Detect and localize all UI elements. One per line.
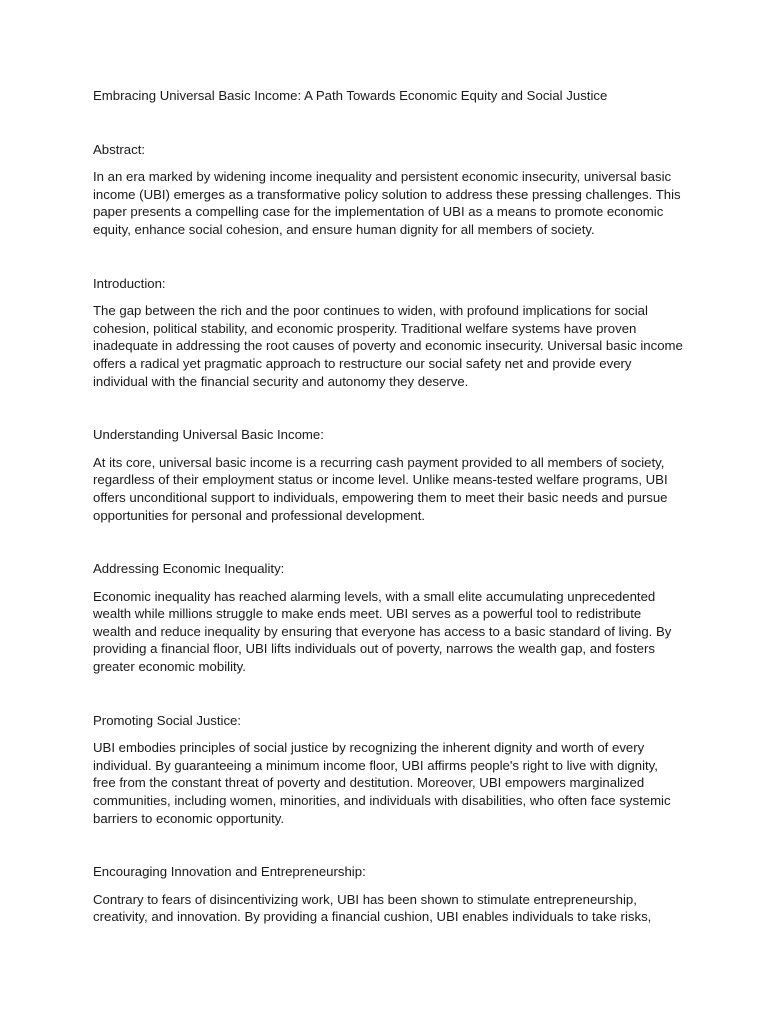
section-heading: Introduction: [93, 275, 166, 291]
section-understanding-ubi [93, 426, 683, 524]
section-abstract [93, 141, 683, 239]
section-paragraph: Contrary to fears of disincentivizing work, UBI has been shown to stimulate entrepreneurship, creativity, and innovation. By providing a financial cushion, UBI enables individuals to take risks, [93, 891, 652, 925]
section-heading: Abstract: [93, 141, 146, 157]
section-paragraph: Economic inequality has reached alarming levels, with a small elite accumulating unprecedented wealth while millions struggle to make ends meet. UBI serves as a powerful tool to redistribute wealth and reduce inequality by ensuring that everyone has access to a basic standard of living. By providing a financial floor, UBI lifts individuals out of poverty, narrows the wealth gap, and fosters greater economic mobility. [93, 588, 672, 675]
section-heading: Promoting Social Justice: [93, 712, 242, 728]
section-economic-inequality [93, 560, 683, 676]
section-introduction [93, 275, 683, 391]
section-paragraph: In an era marked by widening income inequality and persistent economic insecurity, universal basic income (UBI) emerges as a transformative policy solution to address these pressing challenges. This paper presents a compelling case for the implementation of UBI as a means to promote economic equity, enhance social cohesion, and ensure human dignity for all members of society. [93, 169, 681, 237]
section-paragraph: At its core, universal basic income is a recurring cash payment provided to all members of society, regardless of their employment status or income level. Unlike means-tested welfare programs, UBI offers unconditional support to individuals, empowering them to meet their basic needs and pursue opportunities for personal and professional development. [93, 454, 668, 523]
document-page [93, 87, 683, 962]
section-paragraph: UBI embodies principles of social justice by recognizing the inherent dignity and worth of every individual. By guaranteeing a minimum income floor, UBI affirms people's right to live with dignity, free from the constant threat of poverty and destitution. Moreover, UBI empowers marginalized communities, including women, minorities, and individuals with disabilities, who often face systemic barriers to economic opportunity. [93, 740, 671, 826]
section-innovation [93, 863, 683, 926]
document-title: Embracing Universal Basic Income: A Path Towards Economic Equity and Social Justice [93, 88, 608, 103]
section-heading: Understanding Universal Basic Income: [93, 427, 324, 443]
section-paragraph: The gap between the rich and the poor continues to widen, with profound implications for social cohesion, political stability, and economic prosperity. Traditional welfare systems have proven inadequate in addressing the root causes of poverty and economic insecurity. Universal basic income offers a radical yet pragmatic approach to restructure our social safety net and provide every individual with the financial security and autonomy they deserve. [93, 303, 683, 389]
section-heading: Encouraging Innovation and Entrepreneurship: [93, 864, 366, 880]
section-social-justice [93, 712, 683, 828]
section-heading: Addressing Economic Inequality: [93, 561, 285, 577]
